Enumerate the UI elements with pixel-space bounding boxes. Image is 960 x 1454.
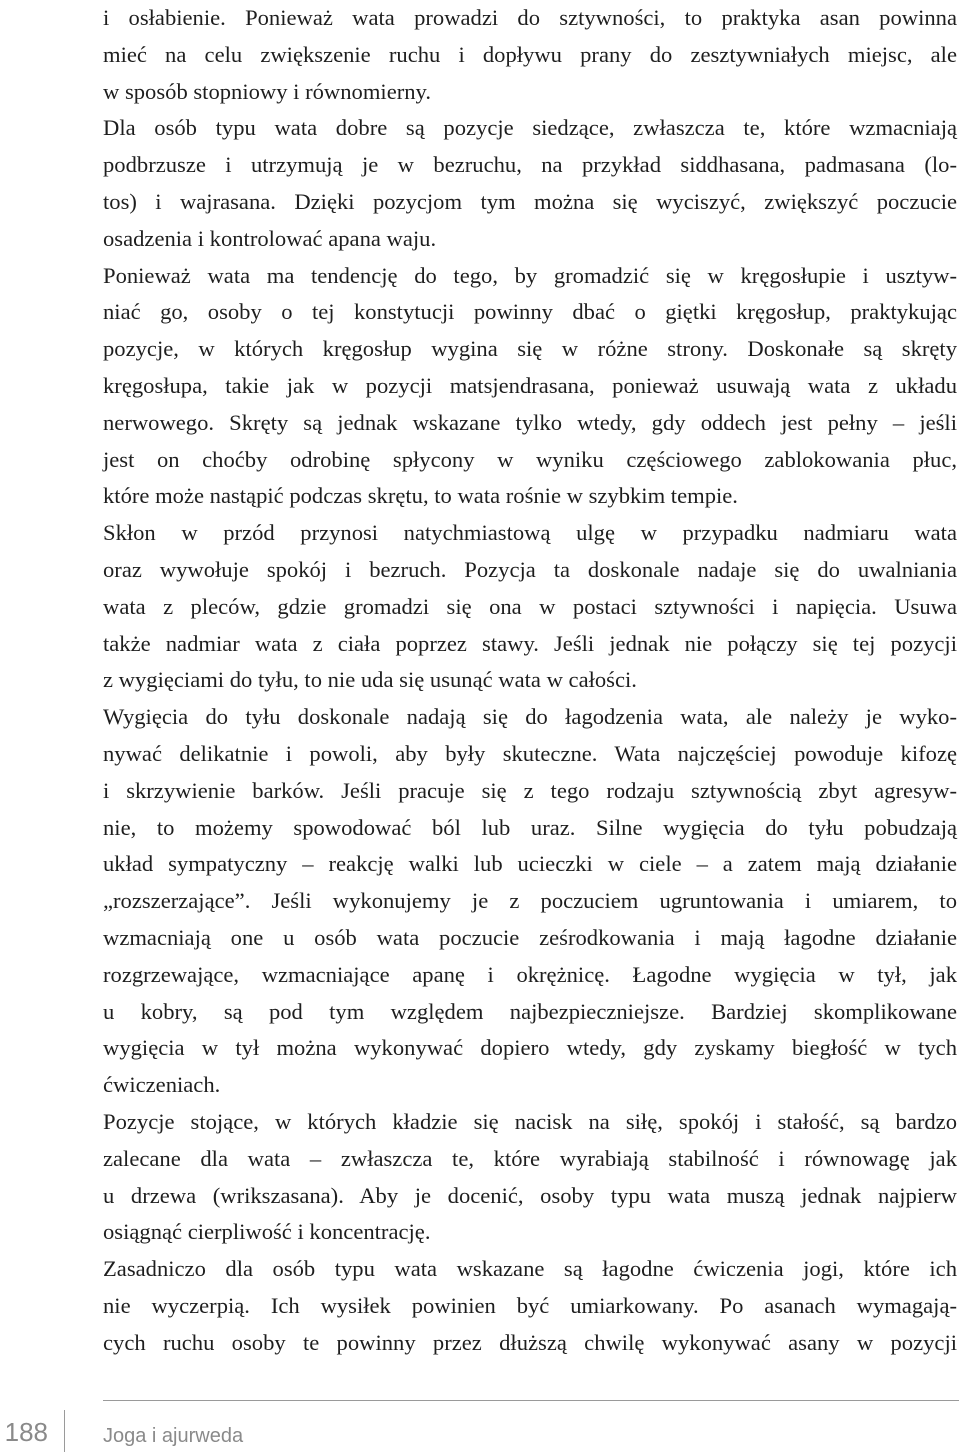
text-line: tos) i wajrasana. Dzięki pozycjom tym można się wyciszyć, zwiększyć poczucie bbox=[103, 188, 957, 214]
text-line: Skłon w przód przynosi natychmiastową ulgę w przypadku nadmiaru wata bbox=[103, 520, 957, 546]
text-line: wygięcia w tył można wykonywać dopiero wtedy, gdy zyskamy biegłość w tych bbox=[103, 1035, 957, 1061]
footer-divider bbox=[64, 1410, 65, 1452]
text-line: osadzenia i kontrolować apana waju. bbox=[103, 225, 437, 251]
text-line: niać go, osoby o tej konstytucji powinny dbać o giętki kręgosłup, praktykując bbox=[103, 299, 957, 325]
text-line: mieć na celu zwiększenie ruchu i dopływu prany do zesztywniałych miejsc, ale bbox=[103, 41, 957, 67]
paragraph bbox=[103, 110, 957, 257]
page-number: 188 bbox=[4, 1417, 48, 1447]
text-line: „rozszerzające”. Jeśli wykonujemy je z poczuciem ugruntowania i umiarem, to bbox=[103, 888, 957, 914]
text-line: cych ruchu osoby te powinny przez dłuższą chwilę wykonywać asany w pozycji bbox=[103, 1329, 957, 1355]
text-line: nie wyczerpią. Ich wysiłek powinien być umiarkowany. Po asanach wymagają- bbox=[103, 1292, 957, 1318]
page-body bbox=[103, 0, 957, 1361]
text-line: u drzewa (wrikszasana). Aby je docenić, osoby typu wata muszą jednak najpierw bbox=[103, 1182, 957, 1208]
running-title: Joga i ajurweda bbox=[103, 1425, 244, 1447]
text-line: w sposób stopniowy i równomierny. bbox=[103, 78, 432, 104]
text-line: układ sympatyczny – reakcję walki lub ucieczki w ciele – a zatem mają działanie bbox=[103, 851, 957, 877]
text-line: Pozycje stojące, w których kładzie się nacisk na siłę, spokój i stałość, są bardzo bbox=[103, 1108, 957, 1134]
text-line: i osłabienie. Ponieważ wata prowadzi do sztywności, to praktyka asan powinna bbox=[103, 5, 957, 30]
text-line: nywać delikatnie i powoli, aby były skuteczne. Wata najczęściej powoduje kifozę bbox=[103, 740, 957, 766]
text-line: i skrzywienie barków. Jeśli pracuje się z tego rodzaju sztywnością zbyt agresyw- bbox=[103, 777, 957, 803]
text-line: z wygięciami do tyłu, to nie uda się usunąć wata w całości. bbox=[103, 667, 637, 693]
text-line: wzmacniają one u osób wata poczucie ześrodkowania i mają łagodne działanie bbox=[103, 924, 957, 950]
text-line: które może nastąpić podczas skrętu, to wata rośnie w szybkim tempie. bbox=[103, 483, 738, 509]
paragraph bbox=[103, 699, 957, 1104]
text-line: Zasadniczo dla osób typu wata wskazane są łagodne ćwiczenia jogi, które ich bbox=[103, 1256, 957, 1282]
text-line: osiągnąć cierpliwość i koncentrację. bbox=[103, 1219, 431, 1245]
paragraph bbox=[103, 1104, 957, 1251]
text-line: kręgosłupa, takie jak w pozycji matsjendrasana, ponieważ usuwają wata z układu bbox=[103, 372, 957, 398]
text-line: jest on choćby odrobinę spłycony w wyniku częściowego zablokowania płuc, bbox=[103, 446, 957, 472]
text-line: Wygięcia do tyłu doskonale nadają się do łagodzenia wata, ale należy je wyko- bbox=[103, 704, 957, 730]
text-line: także nadmiar wata z ciała poprzez stawy. Jeśli jednak nie połączy się tej pozycji bbox=[103, 630, 957, 656]
text-line: oraz wywołuje spokój i bezruch. Pozycja ta doskonale nadaje się do uwalniania bbox=[103, 556, 957, 582]
text-line: rozgrzewające, wzmacniające apanę i okrężnicę. Łagodne wygięcia w tył, jak bbox=[103, 961, 957, 987]
paragraph bbox=[103, 515, 957, 699]
text-line: wata z pleców, gdzie gromadzi się ona w postaci sztywności i napięcia. Usuwa bbox=[103, 593, 957, 619]
text-line: nerwowego. Skręty są jednak wskazane tylko wtedy, gdy oddech jest pełny – jeśli bbox=[103, 409, 957, 435]
text-line: podbrzusze i utrzymują je w bezruchu, na przykład siddhasana, padmasana (lo- bbox=[103, 152, 957, 178]
text-line: Ponieważ wata ma tendencję do tego, by gromadzić się w kręgosłupie i usztyw- bbox=[103, 262, 957, 288]
paragraph bbox=[103, 0, 957, 110]
paragraph bbox=[103, 1251, 957, 1361]
text-line: u kobry, są pod tym względem najbezpieczniejsze. Bardziej skomplikowane bbox=[103, 998, 957, 1024]
text-line: zalecane dla wata – zwłaszcza te, które wyrabiają stabilność i równowagę jak bbox=[103, 1145, 957, 1171]
text-line: pozycje, w których kręgosłup wygina się w różne strony. Doskonałe są skręty bbox=[103, 336, 957, 362]
footer-rule bbox=[103, 1400, 959, 1401]
text-line: Dla osób typu wata dobre są pozycje siedzące, zwłaszcza te, które wzmacniają bbox=[103, 115, 957, 141]
text-line: ćwiczeniach. bbox=[103, 1072, 221, 1098]
text-line: nie, to możemy spowodować ból lub uraz. Silne wygięcia do tyłu pobudzają bbox=[103, 814, 957, 840]
paragraph bbox=[103, 258, 957, 516]
